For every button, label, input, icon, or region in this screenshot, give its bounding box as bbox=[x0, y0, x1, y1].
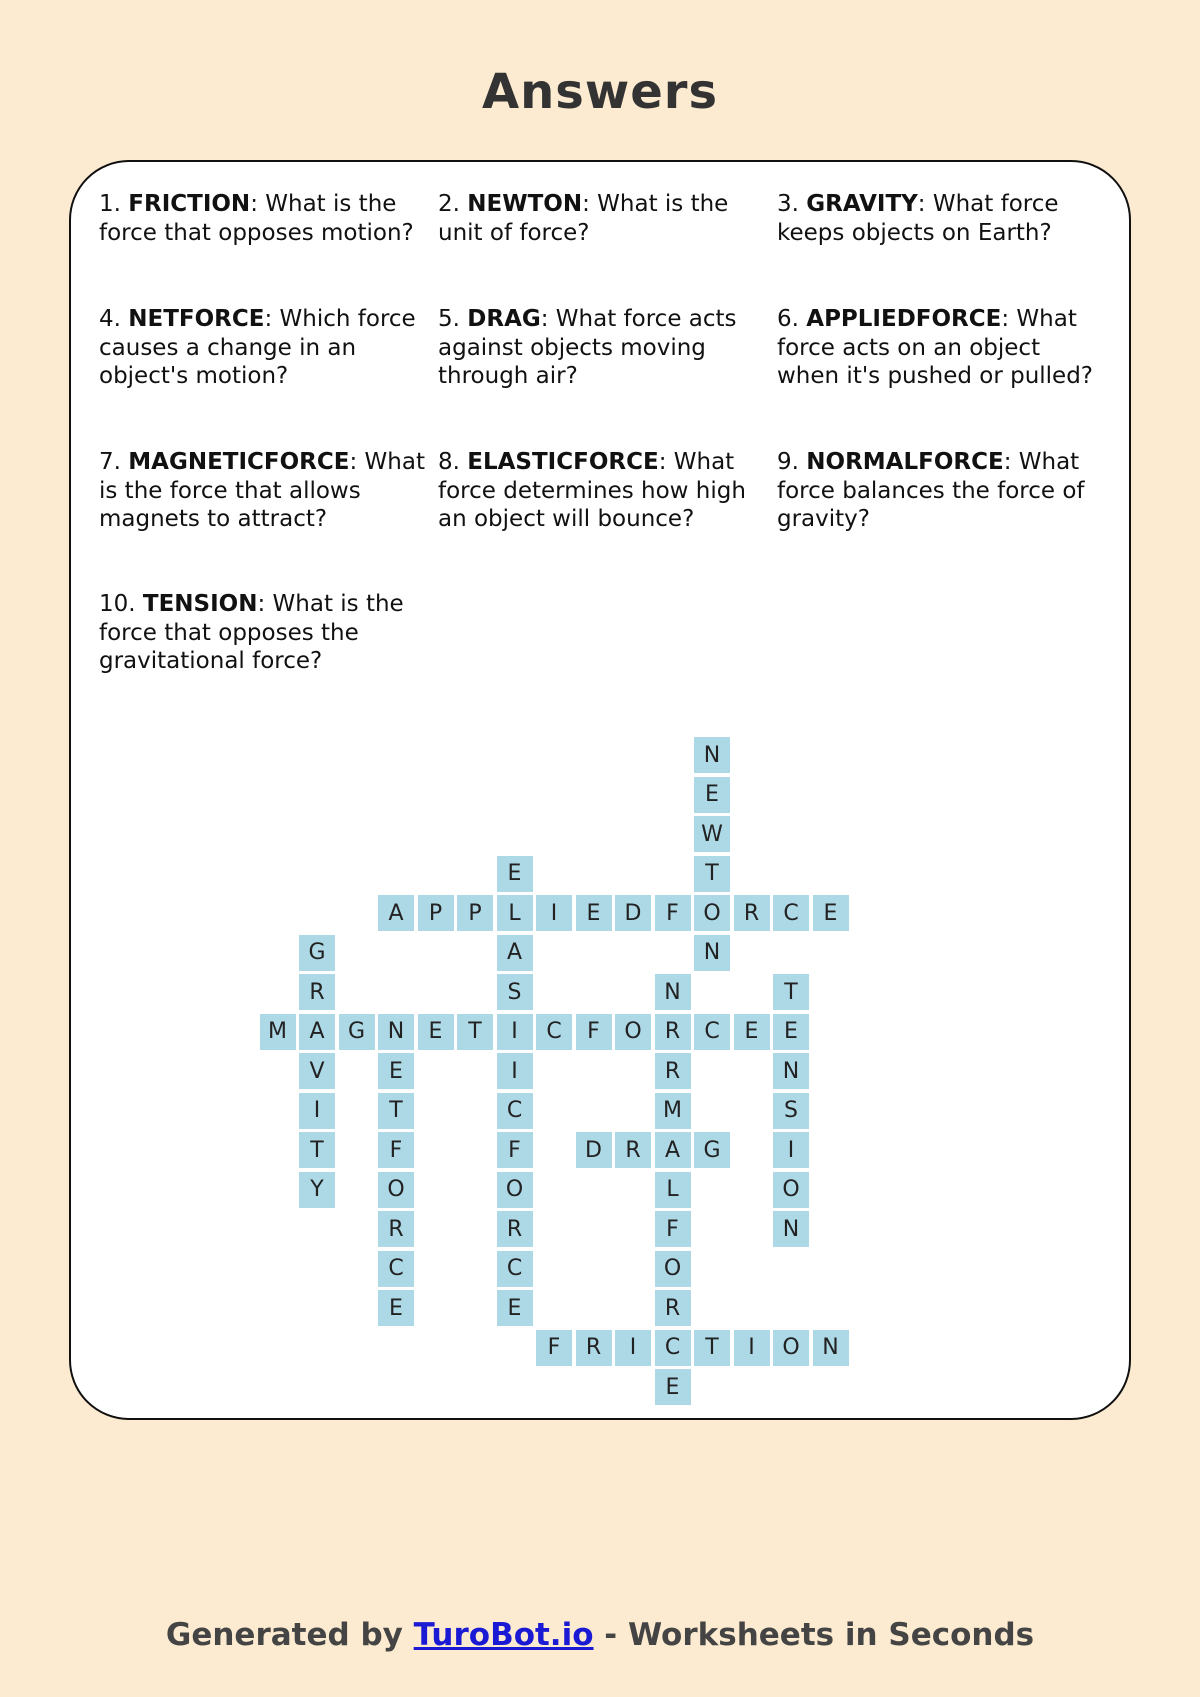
crossword-cell: I bbox=[615, 1330, 651, 1366]
crossword-cell: N bbox=[694, 737, 730, 773]
crossword-cell: T bbox=[694, 856, 730, 892]
clue-text: : What force acts against objects moving through air? bbox=[438, 306, 737, 389]
crossword-cell: A bbox=[497, 935, 533, 971]
crossword-cell: F bbox=[655, 895, 691, 931]
clue-answer: NEWTON bbox=[467, 191, 583, 217]
crossword-cell: O bbox=[615, 1014, 651, 1050]
crossword-cell: A bbox=[655, 1132, 691, 1168]
crossword-cell: C bbox=[694, 1014, 730, 1050]
crossword-cell: R bbox=[576, 1330, 612, 1366]
crossword-cell: D bbox=[576, 1132, 612, 1168]
crossword-cell: R bbox=[734, 895, 770, 931]
crossword-cell: F bbox=[576, 1014, 612, 1050]
clue-text: : What is the force that opposes the gravitational force? bbox=[99, 591, 404, 674]
crossword-cell: T bbox=[457, 1014, 493, 1050]
crossword-cell: E bbox=[813, 895, 849, 931]
crossword-cell: R bbox=[655, 1290, 691, 1326]
crossword-cell: A bbox=[299, 1014, 335, 1050]
crossword-cell: T bbox=[378, 1093, 414, 1129]
clue-answer: GRAVITY bbox=[806, 191, 918, 217]
clue-number: 1. bbox=[99, 191, 121, 217]
crossword-cell: R bbox=[615, 1132, 651, 1168]
crossword-cell: V bbox=[299, 1053, 335, 1089]
footer bbox=[0, 1617, 1200, 1653]
crossword-cell: S bbox=[773, 1093, 809, 1129]
crossword-cell: E bbox=[418, 1014, 454, 1050]
clue-number: 3. bbox=[777, 191, 799, 217]
crossword-cell: M bbox=[655, 1093, 691, 1129]
clue-answer: TENSION bbox=[142, 591, 258, 617]
footer-prefix: Generated by bbox=[165, 1617, 414, 1653]
clue-answer: NETFORCE bbox=[128, 306, 265, 332]
crossword-cell: C bbox=[497, 1251, 533, 1287]
crossword-cell: I bbox=[773, 1132, 809, 1168]
clue-answer: MAGNETICFORCE bbox=[128, 449, 350, 475]
crossword-cell: Y bbox=[299, 1172, 335, 1208]
clue-text: : What is the unit of force? bbox=[438, 191, 729, 246]
crossword-cell: I bbox=[536, 895, 572, 931]
clue-number: 7. bbox=[99, 449, 121, 475]
crossword-cell: N bbox=[694, 935, 730, 971]
crossword-cell: N bbox=[773, 1053, 809, 1089]
clue-number: 5. bbox=[438, 306, 460, 332]
crossword-cell: E bbox=[497, 856, 533, 892]
crossword-cell: E bbox=[734, 1014, 770, 1050]
crossword-cell: C bbox=[536, 1014, 572, 1050]
clue-answer: FRICTION bbox=[128, 191, 251, 217]
crossword-cell: F bbox=[378, 1132, 414, 1168]
crossword-cell: E bbox=[378, 1290, 414, 1326]
crossword-cell: E bbox=[497, 1290, 533, 1326]
crossword-cell: E bbox=[378, 1053, 414, 1089]
crossword-cell: R bbox=[655, 1014, 691, 1050]
crossword-cell: N bbox=[655, 974, 691, 1010]
clue-number: 2. bbox=[438, 191, 460, 217]
crossword-cell: I bbox=[497, 1014, 533, 1050]
clue-answer: DRAG bbox=[467, 306, 541, 332]
crossword-cell: O bbox=[773, 1172, 809, 1208]
clue-text: : What force determines how high an object will bounce? bbox=[438, 449, 746, 532]
crossword-cell: P bbox=[418, 895, 454, 931]
clue-number: 10. bbox=[99, 591, 136, 617]
crossword-cell: R bbox=[497, 1211, 533, 1247]
crossword-cell: G bbox=[694, 1132, 730, 1168]
clue-number: 4. bbox=[99, 306, 121, 332]
crossword-cell: O bbox=[773, 1330, 809, 1366]
crossword-cell: S bbox=[497, 974, 533, 1010]
crossword-cell: R bbox=[655, 1053, 691, 1089]
clue-text: : Which force causes a change in an object's motion? bbox=[99, 306, 416, 389]
crossword-cell: A bbox=[378, 895, 414, 931]
crossword-cell: I bbox=[734, 1330, 770, 1366]
clue-text: : What is the force that opposes motion? bbox=[99, 191, 414, 246]
crossword-cell: F bbox=[536, 1330, 572, 1366]
crossword-cell: R bbox=[299, 974, 335, 1010]
crossword-cell: T bbox=[299, 1132, 335, 1168]
page-title: Answers bbox=[481, 64, 719, 120]
clue-number: 8. bbox=[438, 449, 460, 475]
crossword-cell: N bbox=[773, 1211, 809, 1247]
crossword-cell: R bbox=[378, 1211, 414, 1247]
clue-number: 6. bbox=[777, 306, 799, 332]
clue-text: : What force acts on an object when it's pushed or pulled? bbox=[777, 306, 1094, 389]
crossword-cell: F bbox=[497, 1132, 533, 1168]
crossword-cell: I bbox=[299, 1093, 335, 1129]
clue-number: 9. bbox=[777, 449, 799, 475]
crossword-cell: T bbox=[773, 974, 809, 1010]
crossword-cell: E bbox=[773, 1014, 809, 1050]
footer-suffix: - Worksheets in Seconds bbox=[593, 1617, 1035, 1653]
crossword-cell: N bbox=[378, 1014, 414, 1050]
crossword-cell: O bbox=[378, 1172, 414, 1208]
crossword-cell: W bbox=[694, 816, 730, 852]
crossword-cell: I bbox=[497, 1053, 533, 1089]
crossword-cell: P bbox=[457, 895, 493, 931]
crossword-cell: E bbox=[655, 1369, 691, 1405]
crossword-cell: E bbox=[576, 895, 612, 931]
crossword-cell: F bbox=[655, 1211, 691, 1247]
crossword-cell: O bbox=[497, 1172, 533, 1208]
crossword-cell: O bbox=[694, 895, 730, 931]
crossword-cell: D bbox=[615, 895, 651, 931]
crossword-cell: C bbox=[497, 1093, 533, 1129]
crossword-cell: O bbox=[655, 1251, 691, 1287]
crossword-cell: C bbox=[655, 1330, 691, 1366]
crossword-cell: C bbox=[378, 1251, 414, 1287]
clue-answer: ELASTICFORCE bbox=[467, 449, 659, 475]
clue-answer: APPLIEDFORCE bbox=[806, 306, 1002, 332]
crossword-cell: E bbox=[694, 777, 730, 813]
crossword-cell: M bbox=[260, 1014, 296, 1050]
crossword-cell: C bbox=[773, 895, 809, 931]
clue-text: : What force balances the force of gravity? bbox=[777, 449, 1085, 532]
crossword-cell: L bbox=[655, 1172, 691, 1208]
crossword-cell: L bbox=[497, 895, 533, 931]
clue-text: : What is the force that allows magnets to attract? bbox=[99, 449, 425, 532]
crossword-cell: G bbox=[299, 935, 335, 971]
crossword-cell: N bbox=[813, 1330, 849, 1366]
clue-text: : What force keeps objects on Earth? bbox=[777, 191, 1059, 246]
turobot-link[interactable]: TuroBot.io bbox=[413, 1617, 594, 1653]
clue-answer: NORMALFORCE bbox=[806, 449, 1004, 475]
crossword-cell: T bbox=[694, 1330, 730, 1366]
crossword-cell: G bbox=[339, 1014, 375, 1050]
